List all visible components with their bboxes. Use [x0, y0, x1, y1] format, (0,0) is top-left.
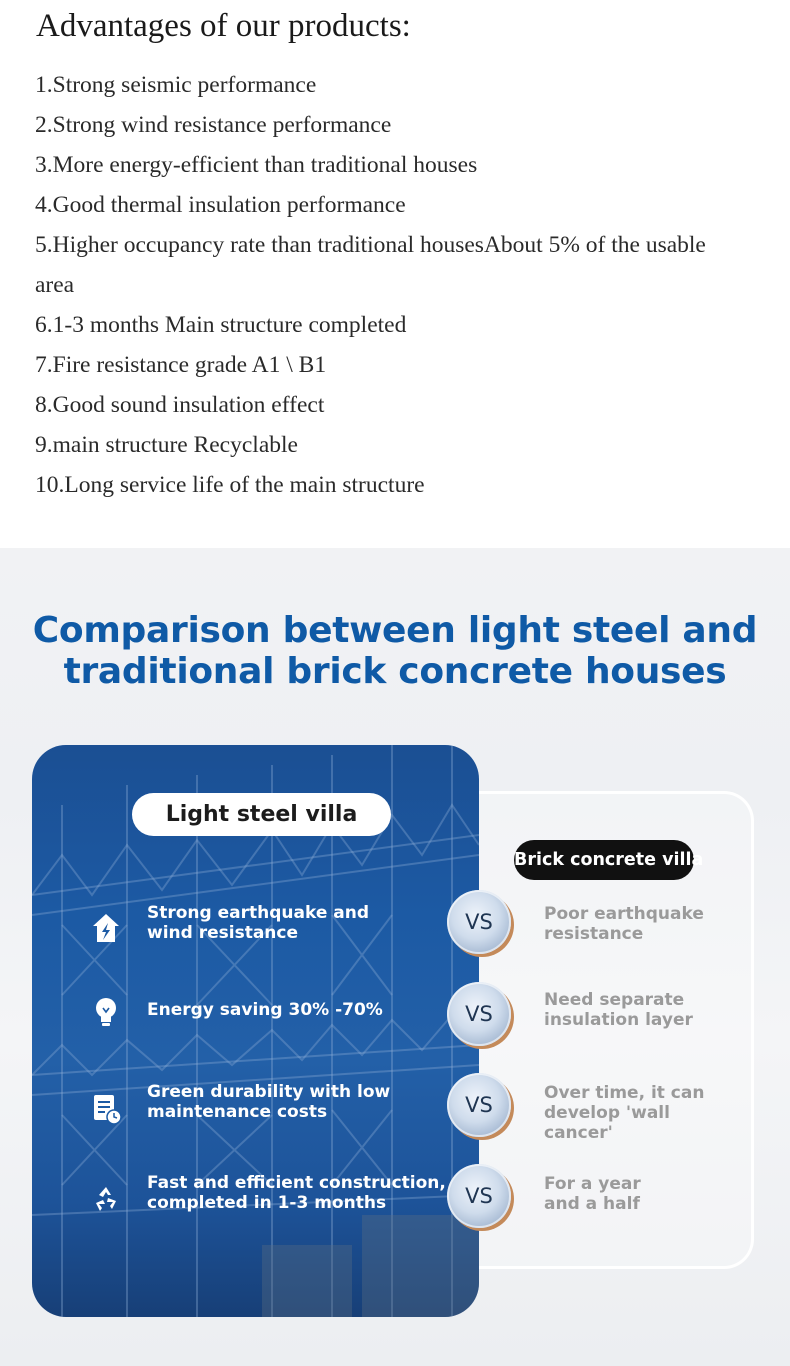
- advantages-title: Advantages of our products:: [36, 8, 411, 44]
- light-steel-label: Light steel villa: [132, 793, 391, 836]
- light-feature-row: [32, 903, 479, 963]
- comparison-title: [0, 610, 790, 692]
- light-feature-row: [32, 1173, 479, 1233]
- brick-feature-text: Over time, it can develop 'wall cancer': [544, 1083, 705, 1143]
- light-feature-row: [32, 1082, 479, 1142]
- advantage-item: 9.main structure Recyclable: [35, 432, 298, 458]
- lightbulb-icon: [90, 995, 122, 1031]
- vs-badge: VS: [447, 1164, 511, 1228]
- comparison-section: [0, 548, 790, 1366]
- advantage-item: 7.Fire resistance grade A1 \ B1: [35, 352, 327, 378]
- light-feature-text: Strong earthquake and wind resistance: [147, 903, 370, 943]
- comparison-title-line2: traditional brick concrete houses: [63, 651, 727, 692]
- advantage-item: 4.Good thermal insulation performance: [35, 192, 406, 218]
- vs-badge: VS: [447, 982, 511, 1046]
- advantage-item: 1.Strong seismic performance: [35, 72, 317, 98]
- house-bolt-icon: [90, 911, 122, 947]
- advantage-item: 8.Good sound insulation effect: [35, 392, 325, 418]
- advantage-item: 10.Long service life of the main structure: [35, 472, 425, 498]
- advantage-item: 2.Strong wind resistance performance: [35, 112, 392, 138]
- advantage-item: 5.Higher occupancy rate than traditional housesAbout 5% of the usable area: [35, 232, 706, 298]
- advantage-item: 6.1-3 months Main structure completed: [35, 312, 407, 338]
- brick-feature-text: For a year and a half: [544, 1174, 641, 1214]
- advantages-list: [35, 65, 735, 505]
- advantage-item: 3.More energy-efficient than traditional houses: [35, 152, 478, 178]
- brick-feature-text: Need separate insulation layer: [544, 990, 693, 1030]
- light-steel-card: [32, 745, 479, 1317]
- light-feature-text: Green durability with low maintenance costs: [147, 1082, 391, 1122]
- light-feature-text: Energy saving 30% -70%: [147, 1000, 383, 1020]
- advantages-section: [0, 0, 790, 548]
- vs-badge: VS: [447, 890, 511, 954]
- vs-badge: VS: [447, 1073, 511, 1137]
- document-clock-icon: [90, 1090, 122, 1126]
- recycle-icon: [90, 1181, 122, 1217]
- comparison-title-line1: Comparison between light steel and: [32, 610, 758, 651]
- light-feature-row: [32, 1000, 479, 1060]
- brick-feature-text: Poor earthquake resistance: [544, 904, 704, 944]
- light-feature-text: Fast and efficient construction, completed in 1-3 months: [147, 1173, 446, 1213]
- brick-concrete-label: Brick concrete villa: [514, 840, 694, 880]
